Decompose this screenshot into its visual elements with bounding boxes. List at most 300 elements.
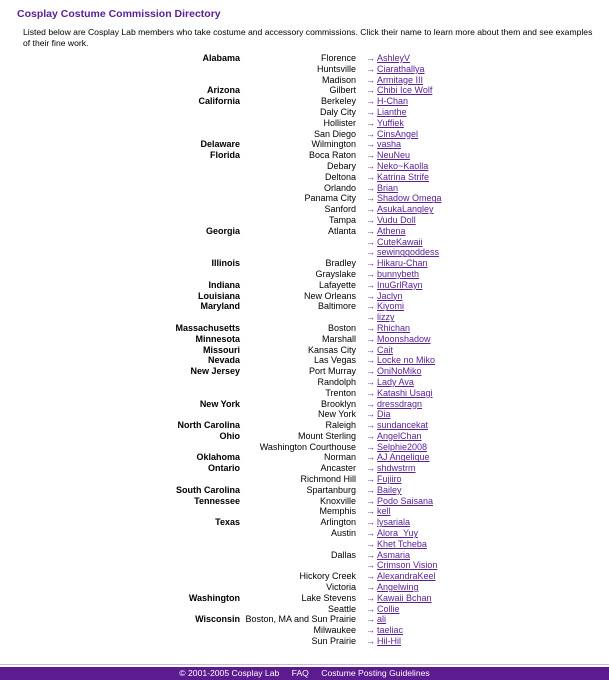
directory-row (0, 614, 442, 625)
member-cell (356, 463, 442, 474)
state-label: New Jersey (190, 366, 240, 377)
member-cell (356, 593, 442, 604)
member-cell (356, 150, 442, 161)
arrow-icon: → (366, 193, 375, 204)
member-cell (356, 269, 442, 280)
state-label (0, 625, 240, 636)
member-link[interactable]: Chibi Ice Wolf (377, 85, 433, 96)
directory-row (0, 183, 442, 194)
city-label: Bradley (325, 258, 356, 269)
member-cell (356, 560, 442, 571)
directory-row (0, 237, 442, 248)
state-label: North Carolina (177, 420, 240, 431)
directory-list (0, 53, 609, 647)
member-link[interactable]: Podo Saisana (377, 495, 434, 506)
city-label: Panama City (304, 193, 356, 204)
member-link[interactable]: AngelChan (377, 430, 422, 441)
member-cell (356, 604, 442, 615)
state-label: New York (199, 398, 240, 409)
city-label: Atlanta (327, 225, 356, 236)
city-label: Spartanburg (306, 484, 356, 495)
member-link[interactable]: Shadow Omega (377, 193, 442, 204)
arrow-icon: → (366, 474, 375, 485)
member-link[interactable]: Kawaii Bchan (377, 592, 432, 603)
city-label: Norman (323, 452, 356, 463)
arrow-icon: → (366, 441, 375, 452)
member-link[interactable]: Athena (377, 225, 406, 236)
member-cell (356, 377, 442, 388)
arrow-icon: → (366, 484, 375, 495)
arrow-icon: → (366, 139, 375, 150)
member-link[interactable]: bunnybeth (377, 268, 420, 279)
arrow-icon: → (366, 430, 375, 441)
member-link[interactable]: Lianthe (377, 106, 407, 117)
member-link[interactable]: Angelwing (377, 582, 419, 593)
member-link[interactable]: AlexandraKeel (377, 571, 436, 582)
directory-row (0, 291, 442, 302)
member-cell (356, 129, 442, 140)
member-link[interactable]: AsukaLangley (377, 204, 434, 215)
state-label: Alabama (202, 53, 240, 63)
arrow-icon: → (366, 171, 375, 182)
directory-row (0, 452, 442, 463)
arrow-icon: → (366, 495, 375, 506)
member-link[interactable]: Neko~Kaolla (377, 160, 429, 171)
member-cell (356, 550, 442, 561)
arrow-icon: → (366, 517, 375, 528)
member-link[interactable]: sewinggoddess (377, 247, 440, 258)
arrow-icon: → (366, 333, 375, 344)
footer-divider (0, 664, 609, 665)
state-label: Wisconsin (195, 614, 240, 625)
state-label (0, 247, 240, 258)
member-link[interactable]: Yuffiek (377, 117, 404, 128)
directory-row (0, 550, 442, 561)
city-label: Austin (330, 528, 356, 539)
directory-row (0, 528, 442, 539)
directory-row (0, 625, 442, 636)
state-label (0, 183, 240, 194)
state-label (0, 204, 240, 215)
member-cell (356, 399, 442, 410)
directory-row (0, 474, 442, 485)
member-cell (356, 388, 442, 399)
arrow-icon: → (366, 106, 375, 117)
member-link[interactable]: AshleyV (377, 53, 411, 63)
member-cell (356, 528, 442, 539)
arrow-icon: → (366, 160, 375, 171)
state-label: Minnesota (195, 333, 240, 344)
city-label: Debary (326, 160, 356, 171)
city-label: Baltimore (317, 301, 356, 312)
member-link[interactable]: OniNoMiko (377, 366, 422, 377)
member-link[interactable]: NeuNeu (377, 150, 411, 161)
arrow-icon: → (366, 63, 375, 74)
guidelines-link[interactable]: Costume Posting Guidelines (321, 668, 430, 678)
directory-row (0, 96, 442, 107)
city-label (240, 237, 356, 248)
arrow-icon: → (366, 571, 375, 582)
arrow-icon: → (366, 290, 375, 301)
arrow-icon: → (366, 366, 375, 377)
city-label: Orlando (323, 182, 356, 193)
directory-row (0, 129, 442, 140)
city-label: Hickory Creek (299, 571, 356, 582)
state-label (0, 636, 240, 647)
faq-link[interactable]: FAQ (291, 668, 309, 678)
member-link[interactable]: Armitage III (377, 74, 424, 85)
member-link[interactable]: H-Chan (377, 96, 409, 107)
directory-row (0, 399, 442, 410)
city-label: Grayslake (315, 268, 356, 279)
intro-text: Listed below are Cosplay Lab members who take costume and accessory commissions. Click their name to learn more about them and see examples of their fine work. (23, 27, 593, 48)
member-cell (356, 247, 442, 258)
state-label: Delaware (200, 139, 240, 150)
member-cell (356, 161, 442, 172)
member-cell (356, 64, 442, 75)
city-label: Sun Prairie (311, 636, 356, 647)
member-cell (356, 280, 442, 291)
member-link[interactable]: shdwstrm (377, 463, 416, 474)
member-link[interactable]: Fujiiro (377, 474, 402, 485)
directory-row (0, 636, 442, 647)
directory-row (0, 377, 442, 388)
city-label: New Orleans (303, 290, 356, 301)
member-link[interactable]: Dia (377, 409, 391, 420)
arrow-icon: → (366, 182, 375, 193)
arrow-icon: → (366, 625, 375, 636)
member-cell (356, 539, 442, 550)
city-label: Deltona (324, 171, 356, 182)
directory-row (0, 506, 442, 517)
city-label: Ancaster (320, 463, 356, 474)
state-label: Ohio (219, 430, 240, 441)
state-label: Oklahoma (196, 452, 240, 463)
member-cell (356, 345, 442, 356)
city-label: Memphis (319, 506, 356, 517)
member-link[interactable]: Hil-Hil (377, 636, 401, 647)
member-link[interactable]: CuteKawaii (377, 236, 423, 247)
state-label (0, 193, 240, 204)
state-label (0, 75, 240, 86)
arrow-icon: → (366, 582, 375, 593)
member-cell (356, 312, 442, 323)
state-label: Georgia (205, 225, 240, 236)
state-label (0, 172, 240, 183)
member-cell (356, 118, 442, 129)
state-label: Tennessee (194, 495, 240, 506)
copyright-text: © 2001-2005 Cosplay Lab (179, 668, 280, 678)
arrow-icon: → (366, 398, 375, 409)
member-link[interactable]: dressdragn (377, 398, 423, 409)
member-cell (356, 193, 442, 204)
city-label: Las Vegas (313, 355, 356, 366)
directory-row (0, 107, 442, 118)
directory-row (0, 345, 442, 356)
city-label: Victoria (326, 582, 356, 593)
directory-row (0, 53, 442, 64)
directory-row (0, 560, 442, 571)
arrow-icon: → (366, 614, 375, 625)
directory-row (0, 496, 442, 507)
arrow-icon: → (366, 463, 375, 474)
arrow-icon: → (366, 636, 375, 647)
city-label: Mount Sterling (297, 430, 356, 441)
directory-row (0, 409, 442, 420)
member-link[interactable]: Moonshadow (377, 333, 431, 344)
city-label: Kansas City (307, 344, 356, 355)
member-cell (356, 139, 442, 150)
directory-row (0, 485, 442, 496)
city-label: Boston (327, 322, 356, 333)
member-cell (356, 204, 442, 215)
city-label: Port Murray (308, 366, 356, 377)
state-label (0, 269, 240, 280)
member-cell (356, 85, 442, 96)
arrow-icon: → (366, 387, 375, 398)
state-label (0, 377, 240, 388)
member-link[interactable]: Katashi Usagi (377, 387, 433, 398)
arrow-icon: → (366, 225, 375, 236)
state-label: Massachusetts (175, 322, 240, 333)
arrow-icon: → (366, 528, 375, 539)
directory-row (0, 366, 442, 377)
city-label (240, 560, 356, 571)
state-label (0, 312, 240, 323)
arrow-icon: → (366, 312, 375, 323)
member-cell (356, 258, 442, 269)
arrow-icon: → (366, 53, 375, 63)
member-link[interactable]: AJ Angelique (377, 452, 430, 463)
member-link[interactable]: Hikaru-Chan (377, 258, 428, 269)
state-label: Florida (209, 150, 240, 161)
state-label (0, 64, 240, 75)
member-cell (356, 496, 442, 507)
member-cell (356, 571, 442, 582)
directory-row (0, 323, 442, 334)
member-link[interactable]: Jaclyn (377, 290, 403, 301)
city-label: San Diego (313, 128, 356, 139)
member-cell (356, 614, 442, 625)
state-label (0, 129, 240, 140)
state-label (0, 550, 240, 561)
member-link[interactable]: Selphie2008 (377, 441, 428, 452)
member-cell (356, 452, 442, 463)
state-label: Indiana (208, 279, 240, 290)
member-cell (356, 485, 442, 496)
state-label: California (198, 96, 240, 107)
directory-row (0, 64, 442, 75)
member-link[interactable]: Alora_Yuy (377, 528, 419, 539)
member-link[interactable]: Lady Ava (377, 376, 414, 387)
directory-row (0, 463, 442, 474)
member-cell (356, 506, 442, 517)
member-cell (356, 172, 442, 183)
state-label: Missouri (202, 344, 240, 355)
state-label (0, 582, 240, 593)
city-label: Knoxville (319, 495, 356, 506)
city-label: Tampa (328, 214, 356, 225)
directory-row (0, 172, 442, 183)
member-link[interactable]: CinsAngel (377, 128, 419, 139)
arrow-icon: → (366, 409, 375, 420)
member-cell (356, 237, 442, 248)
directory-row (0, 193, 442, 204)
directory-row (0, 388, 442, 399)
city-label: New York (317, 409, 356, 420)
member-cell (356, 420, 442, 431)
arrow-icon: → (366, 150, 375, 161)
state-label (0, 107, 240, 118)
arrow-icon: → (366, 96, 375, 107)
member-link[interactable]: ali (377, 614, 387, 625)
arrow-icon: → (366, 247, 375, 258)
member-cell (356, 334, 442, 345)
directory-table (0, 53, 442, 647)
member-cell (356, 636, 442, 647)
member-cell (356, 474, 442, 485)
city-label: Sanford (324, 204, 356, 215)
city-label (240, 247, 356, 258)
member-link[interactable]: Crimson Vision (377, 560, 438, 571)
directory-row (0, 85, 442, 96)
directory-row (0, 269, 442, 280)
member-link[interactable]: Locke no Miko (377, 355, 436, 366)
member-cell (356, 442, 442, 453)
arrow-icon: → (366, 560, 375, 571)
city-label: Huntsville (316, 63, 356, 74)
city-label: Gilbert (329, 85, 356, 96)
city-label: Raleigh (325, 420, 356, 431)
state-label: Illinois (211, 258, 240, 269)
member-link[interactable]: sundancekat (377, 420, 429, 431)
member-cell (356, 409, 442, 420)
member-link[interactable]: Khet Tcheba (377, 538, 427, 549)
member-link[interactable]: Cait (377, 344, 394, 355)
directory-row (0, 204, 442, 215)
member-link[interactable]: Bailey (377, 484, 402, 495)
member-cell (356, 183, 442, 194)
member-link[interactable]: lizzy (377, 312, 395, 323)
member-cell (356, 625, 442, 636)
state-label: Maryland (200, 301, 240, 312)
directory-row (0, 517, 442, 528)
city-label: Lafayette (318, 279, 356, 290)
member-link[interactable]: Collie (377, 603, 400, 614)
member-link[interactable]: Brian (377, 182, 399, 193)
directory-row (0, 571, 442, 582)
city-label: Brooklyn (320, 398, 356, 409)
directory-row (0, 161, 442, 172)
member-cell (356, 53, 442, 64)
city-label: Milwaukee (313, 625, 356, 636)
directory-row (0, 150, 442, 161)
state-label (0, 237, 240, 248)
city-label: Dallas (330, 549, 356, 560)
member-cell (356, 107, 442, 118)
state-label: South Carolina (175, 484, 240, 495)
state-label (0, 388, 240, 399)
member-link[interactable]: lysariala (377, 517, 411, 528)
city-label: Hollister (323, 117, 356, 128)
page-title: Cosplay Costume Commission Directory (17, 8, 221, 20)
state-label (0, 161, 240, 172)
footer-bar (0, 667, 609, 680)
state-label: Ontario (207, 463, 240, 474)
state-label: Washington (188, 592, 240, 603)
city-label: Florence (320, 53, 356, 63)
arrow-icon: → (366, 506, 375, 517)
member-cell (356, 517, 442, 528)
member-link[interactable]: Ciarathallya (377, 63, 425, 74)
arrow-icon: → (366, 452, 375, 463)
directory-row (0, 312, 442, 323)
city-label: Trenton (325, 387, 356, 398)
arrow-icon: → (366, 592, 375, 603)
state-label: Arizona (206, 85, 240, 96)
directory-row (0, 539, 442, 550)
state-label (0, 539, 240, 550)
member-link[interactable]: taeliac (377, 625, 404, 636)
directory-row (0, 420, 442, 431)
city-label: Seattle (327, 603, 356, 614)
directory-row (0, 442, 442, 453)
member-link[interactable]: Katrina Strife (377, 171, 430, 182)
city-label: Arlington (320, 517, 356, 528)
member-link[interactable]: Asmaria (377, 549, 411, 560)
member-cell (356, 366, 442, 377)
member-link[interactable]: Vudu Doll (377, 214, 416, 225)
member-cell (356, 323, 442, 334)
directory-row (0, 247, 442, 258)
member-link[interactable]: vasha (377, 139, 402, 150)
state-label (0, 528, 240, 539)
directory-row (0, 280, 442, 291)
member-link[interactable]: kell (377, 506, 391, 517)
directory-row (0, 431, 442, 442)
city-label: Daly City (319, 106, 356, 117)
member-link[interactable]: InuGrlRayn (377, 279, 423, 290)
directory-row (0, 258, 442, 269)
city-label: Marshall (321, 333, 356, 344)
city-label: Berkeley (320, 96, 356, 107)
arrow-icon: → (366, 603, 375, 614)
member-cell (356, 75, 442, 86)
directory-row (0, 226, 442, 237)
directory-row (0, 139, 442, 150)
member-cell (356, 291, 442, 302)
directory-row (0, 215, 442, 226)
directory-row (0, 118, 442, 129)
directory-row (0, 301, 442, 312)
city-label: Boston, MA and Sun Prairie (245, 614, 356, 625)
member-cell (356, 431, 442, 442)
state-label (0, 474, 240, 485)
city-label (240, 539, 356, 550)
member-link[interactable]: Rhichan (377, 322, 411, 333)
city-label: Wilmington (311, 139, 356, 150)
state-label (0, 560, 240, 571)
arrow-icon: → (366, 376, 375, 387)
directory-row (0, 593, 442, 604)
arrow-icon: → (366, 268, 375, 279)
city-label (240, 312, 356, 323)
state-label (0, 604, 240, 615)
arrow-icon: → (366, 301, 375, 312)
city-label: Randolph (317, 376, 356, 387)
arrow-icon: → (366, 549, 375, 560)
member-link[interactable]: Kiyomi (377, 301, 405, 312)
